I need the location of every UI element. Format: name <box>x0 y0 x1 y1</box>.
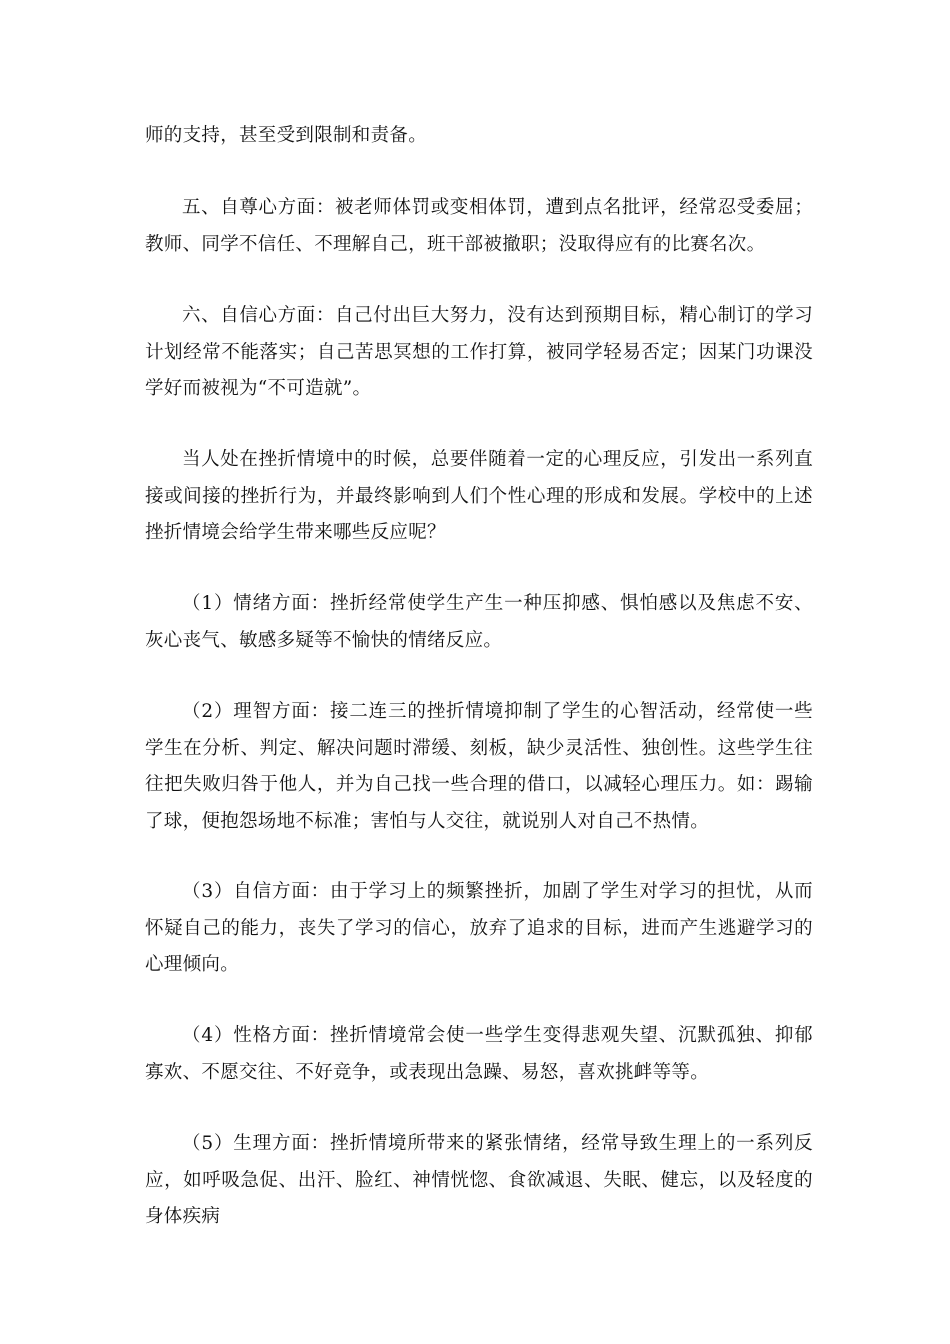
paragraph-physiology: （5）生理方面：挫折情境所带来的紧张情绪，经常导致生理上的一系列反应，如呼吸急促、出汗、脸红、神情恍惚、食欲减退、失眠、健忘，以及轻度的身体疾病 <box>145 1133 813 1227</box>
paragraph-emotion: （1）情绪方面：挫折经常使学生产生一种压抑感、惧怕感以及焦虑不安、灰心丧气、敏感多疑等不愉快的情绪反应。 <box>145 593 813 651</box>
paragraph-personality: （4）性格方面：挫折情境常会使一些学生变得悲观失望、沉默孤独、抑郁寡欢、不愿交往、不好竞争，或表现出急躁、易怒，喜欢挑衅等等。 <box>145 1025 813 1083</box>
paragraph-continuation: 师的支持，甚至受到限制和责备。 <box>145 125 428 146</box>
paragraph-self-confidence: 六、自信心方面：自己付出巨大努力，没有达到预期目标，精心制订的学习计划经常不能落实；自己苦思冥想的工作打算，被同学轻易否定；因某门功课没学好而被视为“不可造就”。 <box>145 305 813 399</box>
paragraph-confidence: （3）自信方面：由于学习上的频繁挫折，加剧了学生对学习的担忧，从而怀疑自己的能力，丧失了学习的信心，放弃了追求的目标，进而产生逃避学习的心理倾向。 <box>145 881 813 975</box>
paragraph-frustration-reaction: 当人处在挫折情境中的时候，总要伴随着一定的心理反应，引发出一系列直接或间接的挫折行为，并最终影响到人们个性心理的形成和发展。学校中的上述挫折情境会给学生带来哪些反应呢？ <box>145 449 813 543</box>
paragraph-self-esteem: 五、自尊心方面：被老师体罚或变相体罚，遭到点名批评，经常忍受委屈；教师、同学不信任、不理解自己，班干部被撤职；没取得应有的比赛名次。 <box>145 197 813 255</box>
paragraph-reason: （2）理智方面：接二连三的挫折情境抑制了学生的心智活动，经常使一些学生在分析、判定、解决问题时滞缓、刻板，缺少灵活性、独创性。这些学生往往把失败归咎于他人，并为自己找一些合理的借口，以减轻心理压力。如：踢输了球，便抱怨场地不标准；害怕与人交往，就说别人对自己不热情。 <box>145 701 813 832</box>
